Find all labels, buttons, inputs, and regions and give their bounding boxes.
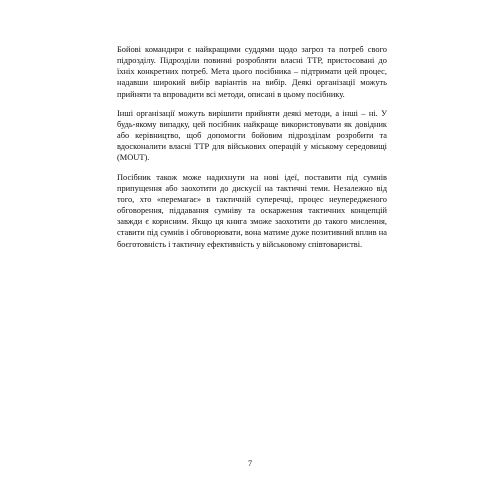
page-number: 7 xyxy=(248,459,252,468)
paragraph-3: Посібник також може надихнути на нові ідеї, поставити під сумнів припущення або заохотити до дискусії на тактичні теми. Незалежно від того, хто «перемагає» в тактичній суперечці, процес неупередженого обговорення, піддавання сумніву та оскарження тактичних концепцій завжди є корисним. Якщо ця книга зможе заохотити до такого мислення, ставити під сумнів і обговорювати, вона матиме дуже позитивний вплив на боєготовність і тактичну ефективність у військовому співтоваристві. xyxy=(117,172,387,249)
paragraph-1: Бойові командири є найкращими суддями щодо загроз та потреб свого підрозділу. Підрозділи повинні розробляти власні ТТР, пристосовані до їхніх конкретних потреб. Мета цього посібника – підтримати цей процес, надавши широкий вибір варіантів на вибір. Деякі організації можуть прийняти та впровадити всі методи, описані в цьому посібнику. xyxy=(117,45,387,99)
paragraph-2: Інші організації можуть вирішити прийняти деякі методи, а інші – ні. У будь-якому випадку, цей посібник найкраще використовувати як довідник або керівництво, щоб допомогти бойовим підрозділам розробити та вдосконалити власні ТТР для військових операцій у міському середовищі (MOUT). xyxy=(117,108,387,163)
body-text xyxy=(117,44,387,258)
